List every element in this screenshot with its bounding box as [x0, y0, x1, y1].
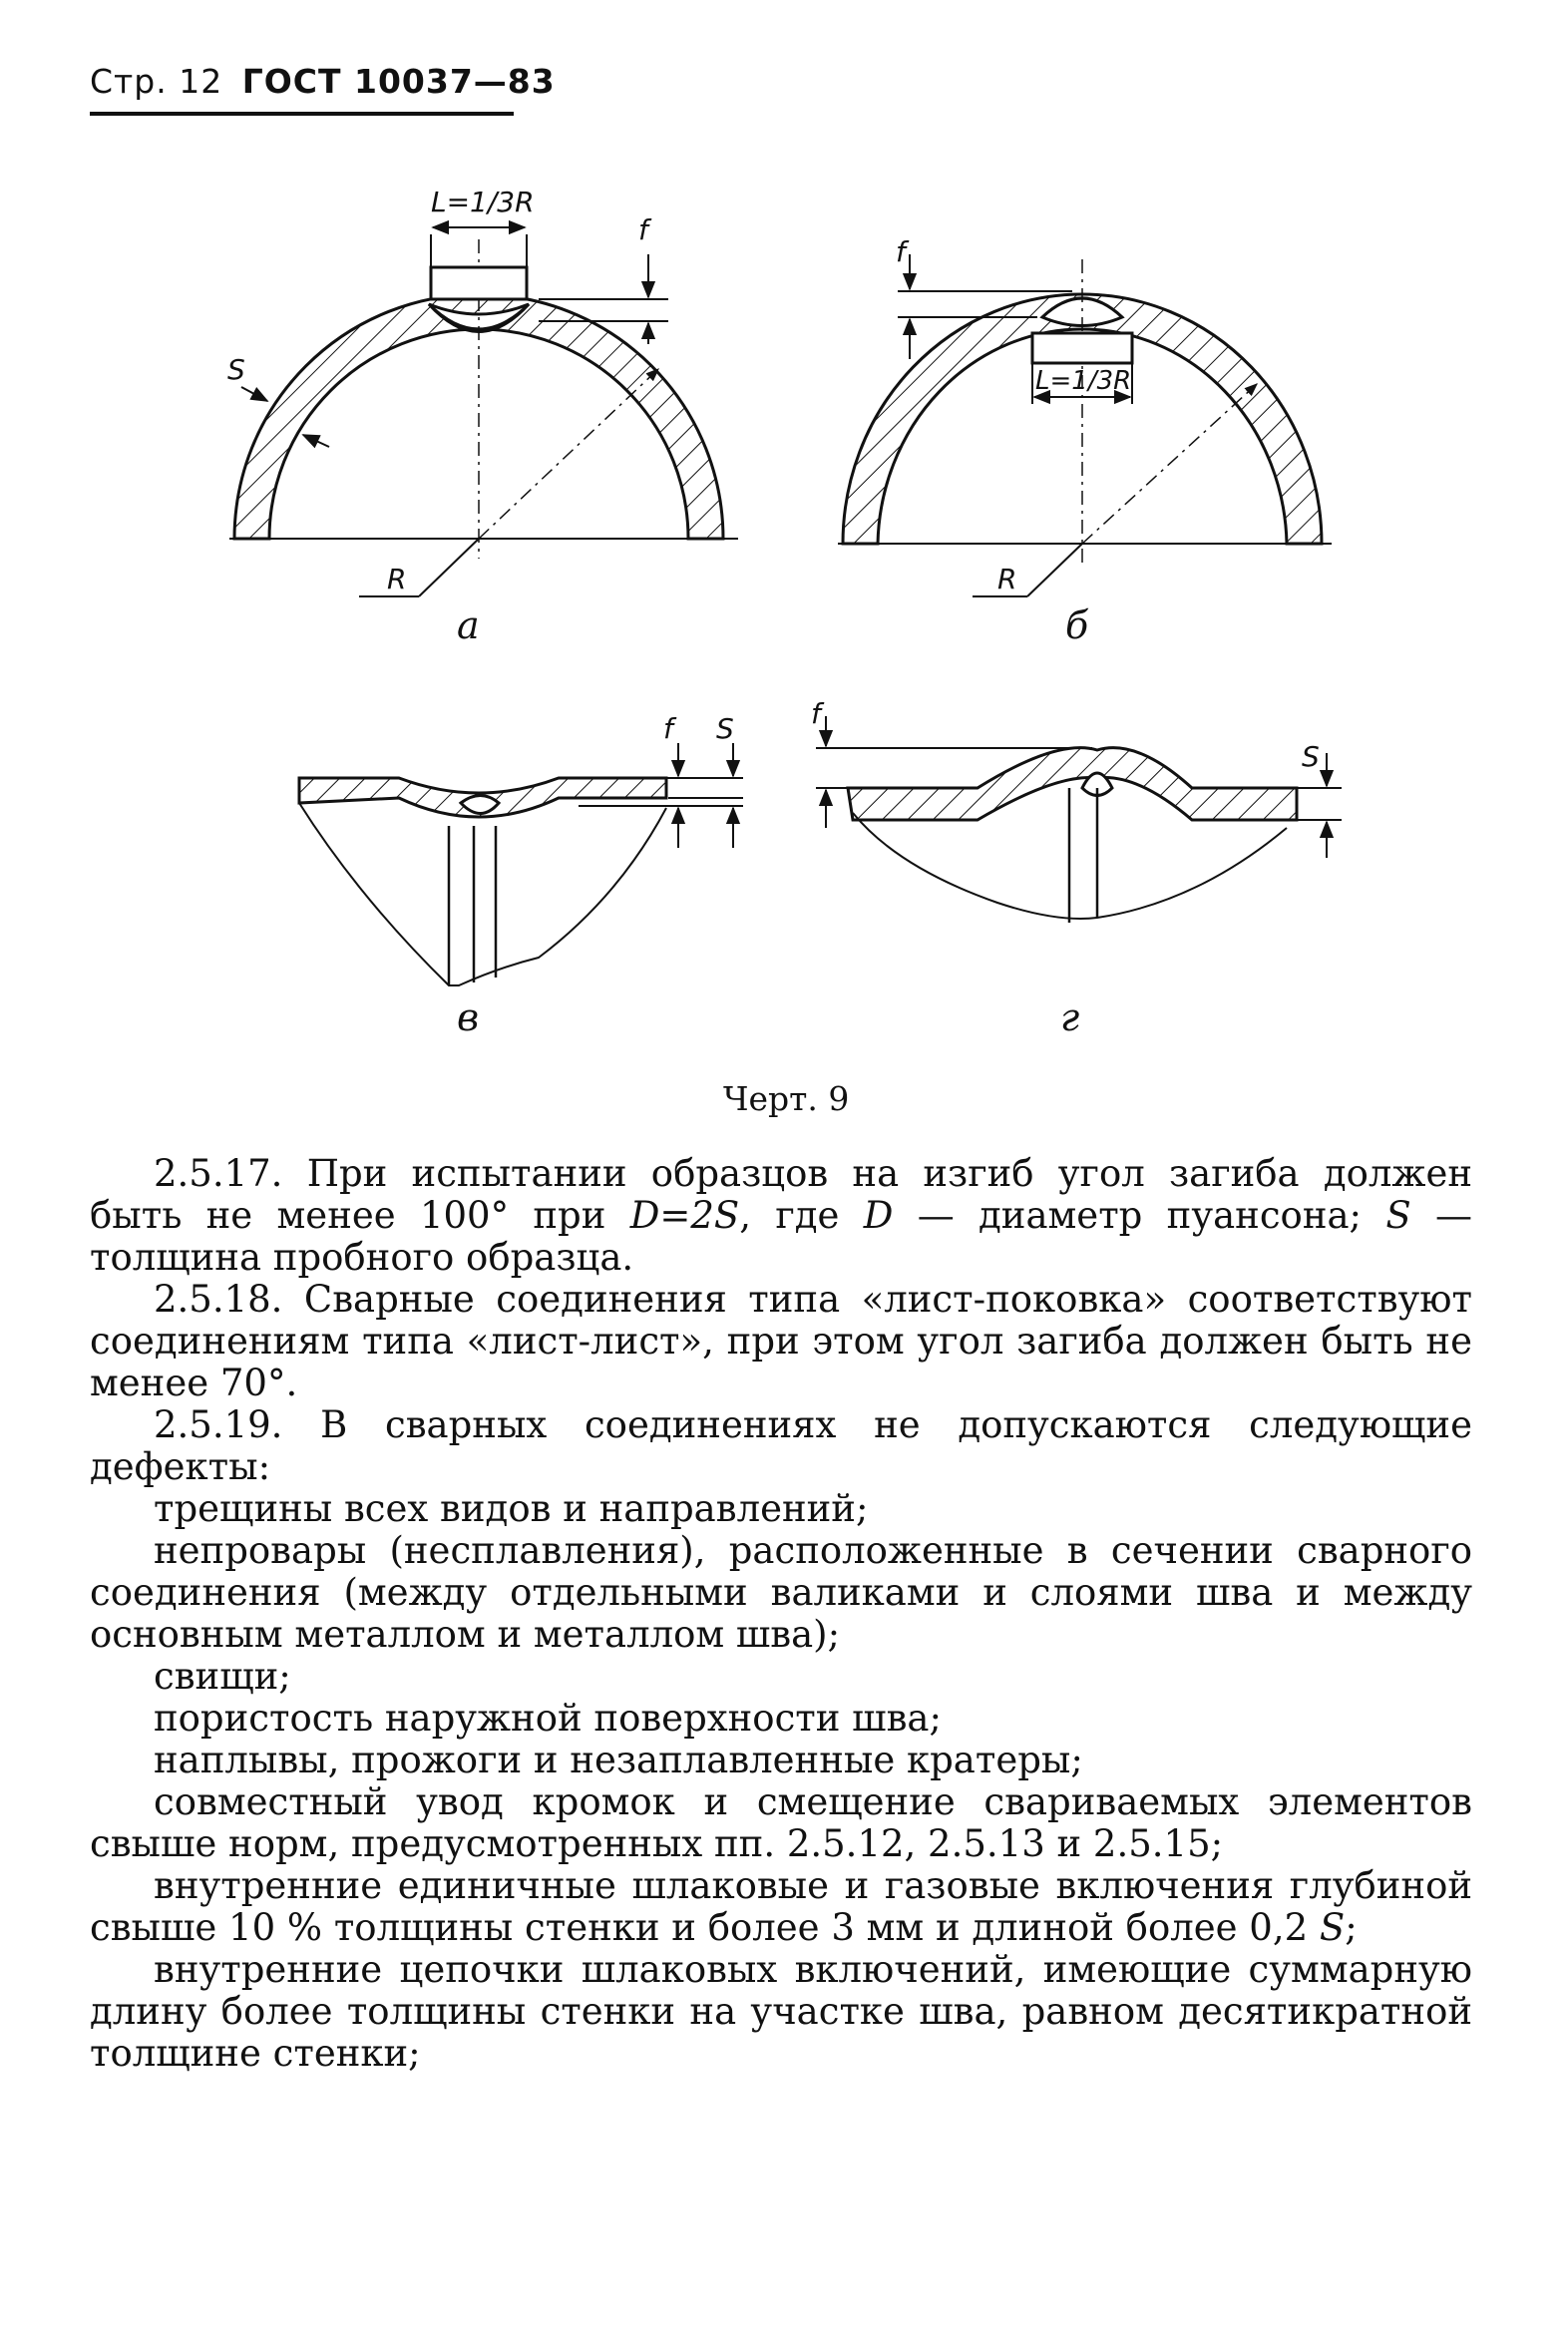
list-item: внутренние цепочки шлаковых включений, имеющие суммарную длину более толщины стенки на участке шва, равном десятикратной толщине стенки; [90, 1948, 1472, 2075]
deflection-label-a: f [638, 213, 648, 246]
panel-label-a: а [457, 603, 480, 647]
page-number: Стр. 12 [90, 62, 223, 101]
header-rule [90, 112, 514, 116]
list-item: пористость наружной поверхности шва; [154, 1697, 942, 1740]
list-item: трещины всех видов и направлений; [154, 1487, 869, 1530]
figure-panel-v [289, 698, 768, 997]
paragraph-2-5-17: 2.5.17. При испытании образцов на изгиб угол загиба должен быть не менее 100° при D=2S, где D — диаметр пуансона; S — толщина пробного образца. [90, 1152, 1472, 1279]
width-label-b: L=1/3R [1035, 366, 1132, 396]
punch-b [1032, 333, 1132, 363]
page-header [90, 62, 556, 101]
figure-panel-g [798, 698, 1357, 958]
deflection-label-g: f [811, 697, 821, 730]
width-label-a: L=1/3R [431, 186, 535, 218]
list-item: наплывы, прожоги и незаплавленные кратеры; [154, 1739, 1083, 1781]
paragraph-2-5-19: 2.5.19. В сварных соединениях не допускаются следующие дефекты: [90, 1403, 1472, 1488]
radius-label-b: R [997, 563, 1017, 595]
standard-number: ГОСТ 10037—83 [241, 62, 556, 101]
list-item: внутренние единичные шлаковые и газовые включения глубиной свыше 10 % толщины стенки и более 3 мм и длиной более 0,2 S; [90, 1864, 1472, 1949]
plate-section-g [848, 748, 1297, 820]
punch-a [431, 267, 527, 299]
paragraph-2-5-18: 2.5.18. Сварные соединения типа «лист-поковка» соответствуют соединениям типа «лист-лист», при этом угол загиба должен быть не менее 70°. [90, 1278, 1472, 1404]
list-item: совместный увод кромок и смещение свариваемых элементов свыше норм, предусмотренных пп. 2.5.12, 2.5.13 и 2.5.15; [90, 1780, 1472, 1865]
figure-caption: Черт. 9 [723, 1079, 850, 1118]
radius-label-a: R [387, 563, 407, 595]
panel-label-b: б [1065, 603, 1089, 647]
list-item: непровары (несплавления), расположенные в сечении сварного соединения (между отдельными валиками и слоями шва и между основным металлом и металлом шва); [90, 1529, 1472, 1656]
deflection-label-v: f [663, 712, 673, 745]
figure-panel-b [833, 229, 1352, 608]
thickness-label-v: S [716, 712, 734, 745]
list-item: свищи; [154, 1655, 291, 1698]
body-text [90, 1153, 1472, 2075]
panel-label-v: в [457, 995, 480, 1039]
deflection-label-b: f [896, 235, 906, 268]
panel-label-g: г [1060, 995, 1080, 1039]
formula: D=2S [629, 1194, 740, 1237]
figure-panel-a [224, 170, 743, 608]
thickness-label-a: S [227, 353, 245, 386]
thickness-label-g: S [1302, 740, 1320, 773]
plate-section-v [299, 778, 666, 817]
